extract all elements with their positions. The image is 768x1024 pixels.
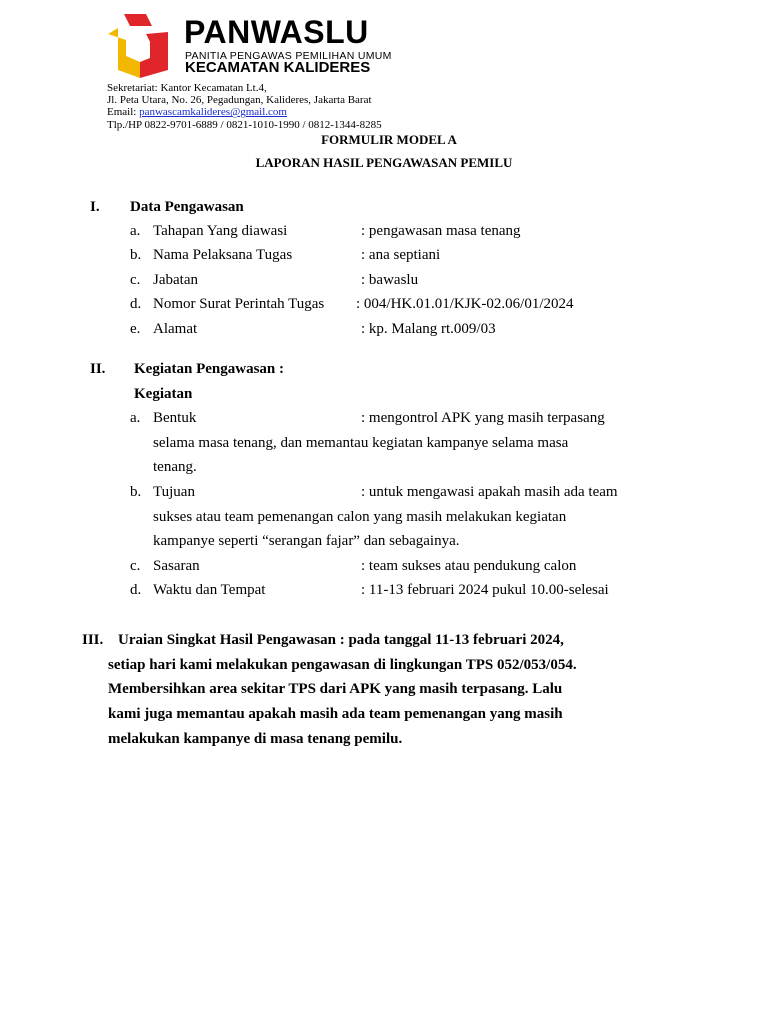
section-2-item-letter: a.	[130, 410, 141, 426]
section-2-number: II.	[90, 361, 106, 377]
report-title: LAPORAN HASIL PENGAWASAN PEMILU	[255, 155, 513, 170]
section-1-heading: Data Pengawasan	[130, 199, 244, 215]
section-2-subheading: Kegiatan	[134, 386, 193, 402]
section-3-line: melakukan kampanye di masa tenang pemilu.	[108, 731, 403, 747]
section-1-item-label: Nomor Surat Perintah Tugas	[153, 296, 325, 312]
org-subtitle: PANITIA PENGAWAS PEMILIHAN UMUM	[185, 50, 392, 62]
section-2-item-label: Waktu dan Tempat	[153, 582, 266, 598]
section-1-item-value: : ana septiani	[361, 247, 441, 263]
contact-address-line-1: Sekretariat: Kantor Kecamatan Lt.4,	[107, 82, 267, 94]
section-2-item-value: : team sukses atau pendukung calon	[361, 558, 577, 574]
section-1-item-letter: e.	[130, 321, 141, 337]
section-2-item-continuation: tenang.	[153, 459, 197, 475]
section-1-item-label: Nama Pelaksana Tugas	[153, 247, 293, 263]
section-1-number: I.	[90, 199, 100, 215]
org-name: PANWASLU	[184, 14, 369, 50]
email-label: Email:	[107, 106, 140, 119]
section-3-line: kami juga memantau apakah masih ada team pemenangan yang masih	[108, 706, 563, 722]
section-1-item-letter: b.	[130, 247, 142, 263]
section-1-item-label: Jabatan	[153, 272, 198, 288]
section-2-item-value: : 11-13 februari 2024 pukul 10.00-selesai	[361, 582, 609, 598]
section-2-heading: Kegiatan Pengawasan :	[134, 361, 284, 377]
section-1-item-letter: a.	[130, 223, 141, 239]
section-2-item-letter: c.	[130, 558, 141, 574]
section-1-item-value: : 004/HK.01.01/KJK-02.06/01/2024	[356, 296, 574, 312]
section-3-number: III.	[82, 632, 104, 648]
email-link[interactable]: panwascamkalideres@gmail.com	[139, 106, 287, 119]
section-1-item-value: : kp. Malang rt.009/03	[361, 321, 496, 337]
letterhead	[92, 0, 437, 88]
org-district: KECAMATAN KALIDERES	[185, 59, 371, 76]
section-2-item-value: : untuk mengawasi apakah masih ada team	[361, 484, 618, 500]
section-3-line: Uraian Singkat Hasil Pengawasan : pada tanggal 11-13 februari 2024,	[118, 632, 564, 648]
section-2-item-continuation: selama masa tenang, dan memantau kegiatan kampanye selama masa	[153, 435, 569, 451]
section-2-item-letter: b.	[130, 484, 142, 500]
section-2-item-label: Bentuk	[153, 410, 197, 426]
section-1-item-letter: c.	[130, 272, 141, 288]
panwaslu-logo-icon	[106, 12, 170, 80]
section-1-item-value: : pengawasan masa tenang	[361, 223, 521, 239]
section-2-item-continuation: kampanye seperti “serangan fajar” dan sebagainya.	[153, 533, 460, 549]
section-2-item-value: : mengontrol APK yang masih terpasang	[361, 410, 605, 426]
contact-phone-line: Tlp./HP 0822-9701-6889 / 0821-1010-1990 / 0812-1344-8285	[107, 118, 382, 131]
contact-address-line-2: Jl. Peta Utara, No. 26, Pegadungan, Kalideres, Jakarta Barat	[107, 94, 372, 107]
section-1-item-label: Tahapan Yang diawasi	[153, 223, 288, 239]
section-3-line: setiap hari kami melakukan pengawasan di lingkungan TPS 052/053/054.	[108, 657, 577, 673]
section-1-item-value: : bawaslu	[361, 272, 419, 288]
section-1-item-label: Alamat	[153, 321, 198, 337]
contact-block	[107, 82, 382, 131]
section-2-item-label: Sasaran	[153, 558, 200, 574]
section-3-line: Membersihkan area sekitar TPS dari APK yang masih terpasang. Lalu	[108, 681, 563, 697]
section-2-item-label: Tujuan	[153, 484, 195, 500]
form-title: FORMULIR MODEL A	[321, 132, 457, 147]
contact-email-line	[107, 106, 382, 118]
section-2-item-letter: d.	[130, 582, 142, 598]
section-1-item-letter: d.	[130, 296, 142, 312]
section-2-item-continuation: sukses atau team pemenangan calon yang masih melakukan kegiatan	[153, 509, 567, 525]
